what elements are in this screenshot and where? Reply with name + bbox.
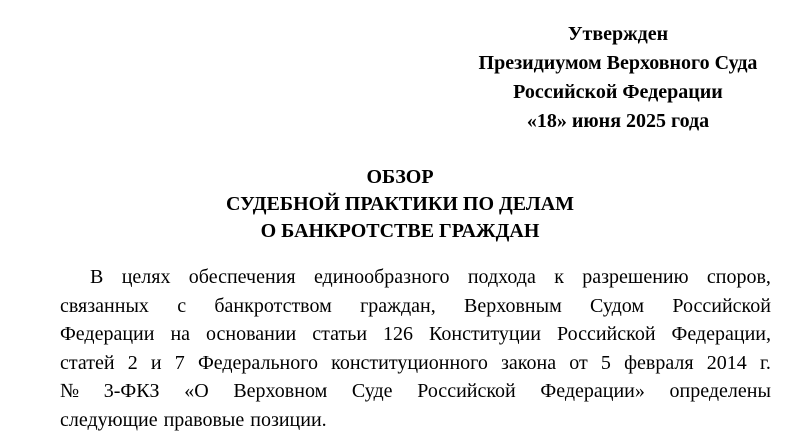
paragraph-word: Российской: [417, 380, 516, 403]
paragraph-word: конституционного: [331, 351, 488, 374]
paragraph-word: «О: [184, 380, 209, 403]
paragraph-line: [60, 377, 771, 406]
paragraph-word: Конституции: [429, 323, 541, 346]
paragraph-word: 7: [174, 351, 185, 374]
paragraph-word: на: [170, 323, 191, 346]
paragraph-word: обеспечения: [188, 266, 296, 288]
paragraph-word: Российской: [672, 294, 771, 317]
paragraph-line: [60, 349, 771, 378]
paragraph-word: февраля: [624, 351, 694, 374]
paragraph-word: Верховном: [233, 380, 328, 403]
paragraph-word: разрешению: [582, 266, 689, 288]
paragraph-word: статей: [60, 351, 115, 374]
approval-line-approved: Утвержден: [567, 23, 669, 45]
paragraph-line: [60, 263, 771, 292]
paragraph-word: споров,: [706, 266, 771, 288]
approval-line-presidium: Президиумом Верховного Суда: [478, 52, 758, 74]
paragraph-word: связанных: [60, 294, 149, 317]
paragraph-word: Верховным: [464, 294, 562, 317]
paragraph-word: к: [554, 266, 564, 288]
paragraph-word: В: [90, 266, 104, 288]
paragraph-word: статьи: [312, 323, 368, 346]
approval-line-federation: Российской Федерации: [513, 81, 723, 103]
title-line-practice: СУДЕБНОЙ ПРАКТИКИ ПО ДЕЛАМ: [225, 193, 575, 215]
paragraph-word: граждан,: [360, 294, 436, 317]
paragraph-word: 5: [600, 351, 611, 374]
paragraph-line: [60, 320, 771, 349]
body-paragraph: [60, 263, 771, 435]
paragraph-line: [60, 292, 771, 321]
approval-line-date: «18» июня 2025 года: [526, 110, 710, 132]
paragraph-word: Федерации,: [671, 323, 771, 346]
paragraph-word: закона: [501, 351, 557, 374]
paragraph-word: определены: [669, 380, 771, 403]
paragraph-word: 126: [383, 323, 414, 346]
paragraph-word: от: [569, 351, 588, 374]
paragraph-word: подхода: [467, 266, 536, 288]
title-line-review: ОБЗОР: [366, 166, 434, 188]
paragraph-word: единообразного: [313, 266, 450, 288]
paragraph-word: Федерации: [60, 323, 155, 346]
paragraph-word: 2014: [706, 351, 747, 374]
paragraph-word: банкротством: [214, 294, 332, 317]
paragraph-word: позиции.: [250, 408, 327, 431]
paragraph-word: целях: [121, 266, 171, 288]
paragraph-word: правовые: [163, 408, 245, 431]
paragraph-word: 2: [127, 351, 138, 374]
paragraph-word: №: [60, 380, 80, 403]
paragraph-word: и: [150, 351, 162, 374]
paragraph-word: Российской: [556, 323, 656, 346]
paragraph-word: Суде: [351, 380, 393, 403]
title-line-bankruptcy: О БАНКРОТСТВЕ ГРАЖДАН: [260, 220, 540, 242]
paragraph-word: следующие: [60, 408, 158, 431]
paragraph-word: основании: [206, 323, 297, 346]
paragraph-word: 3-ФКЗ: [103, 380, 160, 403]
paragraph-word: с: [177, 294, 187, 317]
paragraph-word: г.: [759, 351, 771, 374]
document-title: [0, 164, 800, 245]
paragraph-word: Федерального: [197, 351, 318, 374]
paragraph-word: Федерации»: [540, 380, 645, 403]
approval-stamp-block: [448, 20, 788, 136]
paragraph-word: Судом: [590, 294, 645, 317]
paragraph-line: [60, 406, 771, 435]
